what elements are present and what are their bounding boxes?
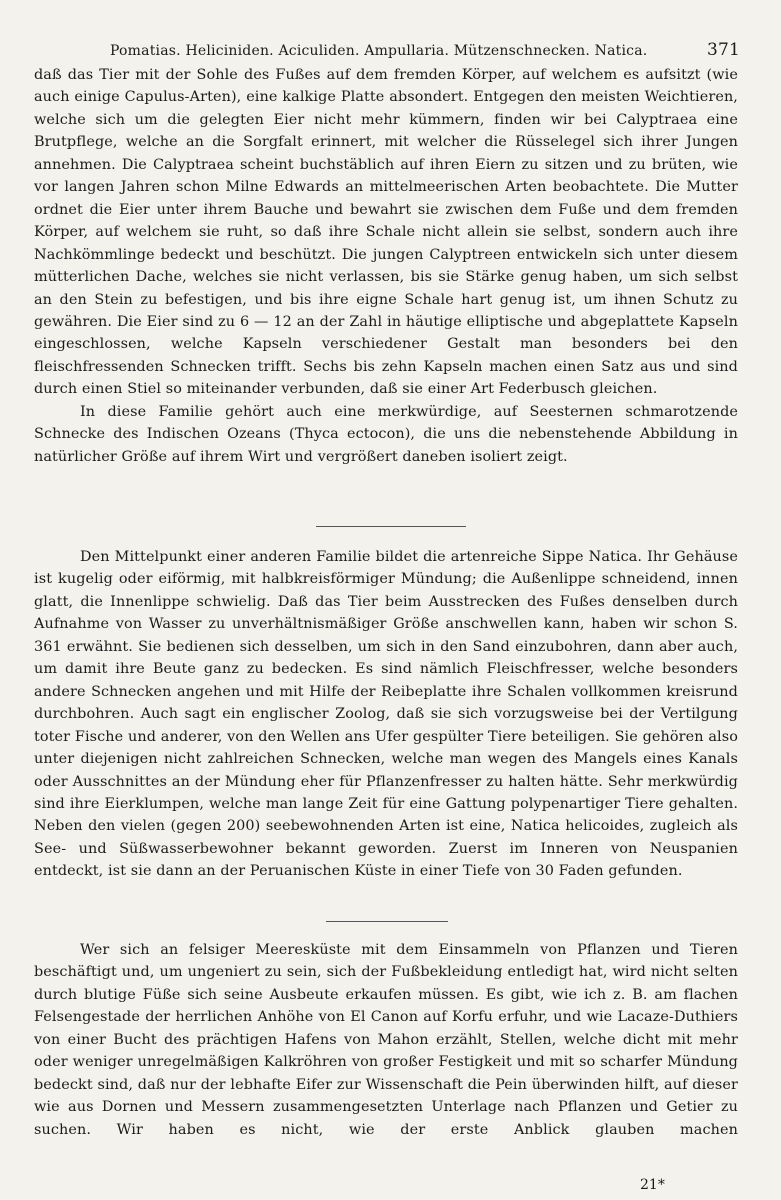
calyptraea-paragraph: daß das Tier mit der Sohle des Fußes auf dem fremden Körper, auf welchem es aufsitzt (wie auch einige Capulus-Arten), eine kalkige Platte absondert. Entgegen den meisten Weichtieren, welche sich um die gelegten Eier nicht mehr kümmern, finden wir bei Calyptraea eine Brutpflege, welche an die Sorgfalt erinnert, mit welcher die Rüsselegel sich ihrer Jungen annehmen. Die Calyptraea scheint buchstäblich auf ihren Eiern zu sitzen und zu brüten, wie vor langen Jahren schon Milne Edwards an mittelmeerischen Arten beobachtete. Die Mutter ordnet die Eier unter ihrem Bauche und bewahrt sie zwischen dem Fuße und dem fremden Körper, auf welchem sie ruht, so daß ihre Schale nicht allein sie selbst, sondern auch ihre Nachkömmlinge bedeckt und beschützt. Die jungen Calyptreen entwickeln sich unter diesem mütterlichen Dache, welches sie nicht verlassen, bis sie Stärke genug haben, um sich selbst an den Stein zu befestigen, und bis ihre eigne Schale hart genug ist, um ihnen Schutz zu gewähren. Die Eier sind zu 6 — 12 an der Zahl in häutige elliptische und abgeplattete Kapseln eingeschlossen, welche Kapseln verschiedener Gestalt man besonders bei den fleischfressenden Schnecken trifft. Sechs bis zehn Kapseln machen einen Satz aus und sind durch einen Stiel so miteinander verbunden, daß sie einer Art Federbusch gleichen. [34, 67, 738, 398]
natica-section [34, 546, 738, 883]
calyptraea-section [34, 64, 738, 468]
vermetus-paragraph: Wer sich an felsiger Meeresküste mit dem Einsammeln von Pflanzen und Tieren beschäftigt und, um ungeniert zu sein, sich der Fußbekleidung entledigt hat, wird nicht selten durch blutige Füße sich seine Ausbeute erkaufen müssen. Es gibt, wie ich z. B. am flachen Felsengestade der herrlichen Anhöhe von El Canon auf Korfu erfuhr, und wie Lacaze-Duthiers von einer Bucht des prächtigen Hafens von Mahon erzählt, Stellen, welche dicht mit mehr oder weniger unregelmäßigen Kalkröhren von großer Festigkeit und mit so scharfer Mündung bedeckt sind, daß nur der lebhafte Eifer zur Wissenschaft die Pein überwinden hilft, auf dieser wie aus Dornen und Messern zusammengesetzten Unterlage nach Pflanzen und Getier zu suchen. Wir haben es nicht, wie der erste Anblick glauben machen [34, 942, 738, 1138]
section-divider-2 [326, 921, 448, 922]
thyca-paragraph: In diese Familie gehört auch eine merkwürdige, auf Seesternen schmarotzende Schnecke des Indischen Ozeans (Thyca ectocon), die uns die nebenstehende Abbildung in natürlicher Größe auf ihrem Wirt und vergrößert daneben isoliert zeigt. [34, 403, 738, 465]
natica-paragraph: Den Mittelpunkt einer anderen Familie bildet die artenreiche Sippe Natica. Ihr Gehäuse ist kugelig oder eiförmig, mit halbkreisförmiger Mündung; die Außenlippe schneidend, innen glatt, die Innenlippe schwielig. Daß das Tier beim Ausstrecken des Fußes denselben durch Aufnahme von Wasser zu unverhältnismäßiger Größe anschwellen kann, haben wir schon S. 361 erwähnt. Sie bedienen sich desselben, um sich in den Sand einzubohren, dann aber auch, um damit ihre Beute ganz zu bedecken. Es sind nämlich Fleischfresser, welche besonders andere Schnecken angehen und mit Hilfe der Reibeplatte ihre Schalen vollkommen kreisrund durchbohren. Auch sagt ein englischer Zoolog, daß sie sich vorzugsweise bei der Vertilgung toter Fische und anderer, von den Wellen ans Ufer gespülter Tiere beteiligen. Sie gehören also unter diejenigen nicht zahlreichen Schnecken, welche man wegen des Mangels eines Kanals oder Ausschnittes an der Mündung eher für Pflanzenfresser zu halten hätte. Sehr merkwürdig sind ihre Eierklumpen, welche man lange Zeit für eine Gattung polypenartiger Tiere gehalten. Neben den vielen (gegen 200) seebewohnenden Arten ist eine, Natica helicoides, zugleich als See- und Süßwasserbewohner bekannt geworden. Zuerst im Inneren von Neuspanien entdeckt, ist sie dann an der Peruanischen Küste in einer Tiefe von 30 Faden gefunden. [34, 549, 738, 880]
running-title: Pomatias. Heliciniden. Aciculiden. Ampullaria. Mützenschnecken. Natica. [110, 43, 648, 59]
page-number: 371 [706, 40, 740, 60]
running-header [110, 40, 740, 60]
section-divider-1 [316, 526, 466, 527]
signature-mark: 21* [640, 1177, 665, 1193]
vermetus-section [34, 939, 738, 1141]
